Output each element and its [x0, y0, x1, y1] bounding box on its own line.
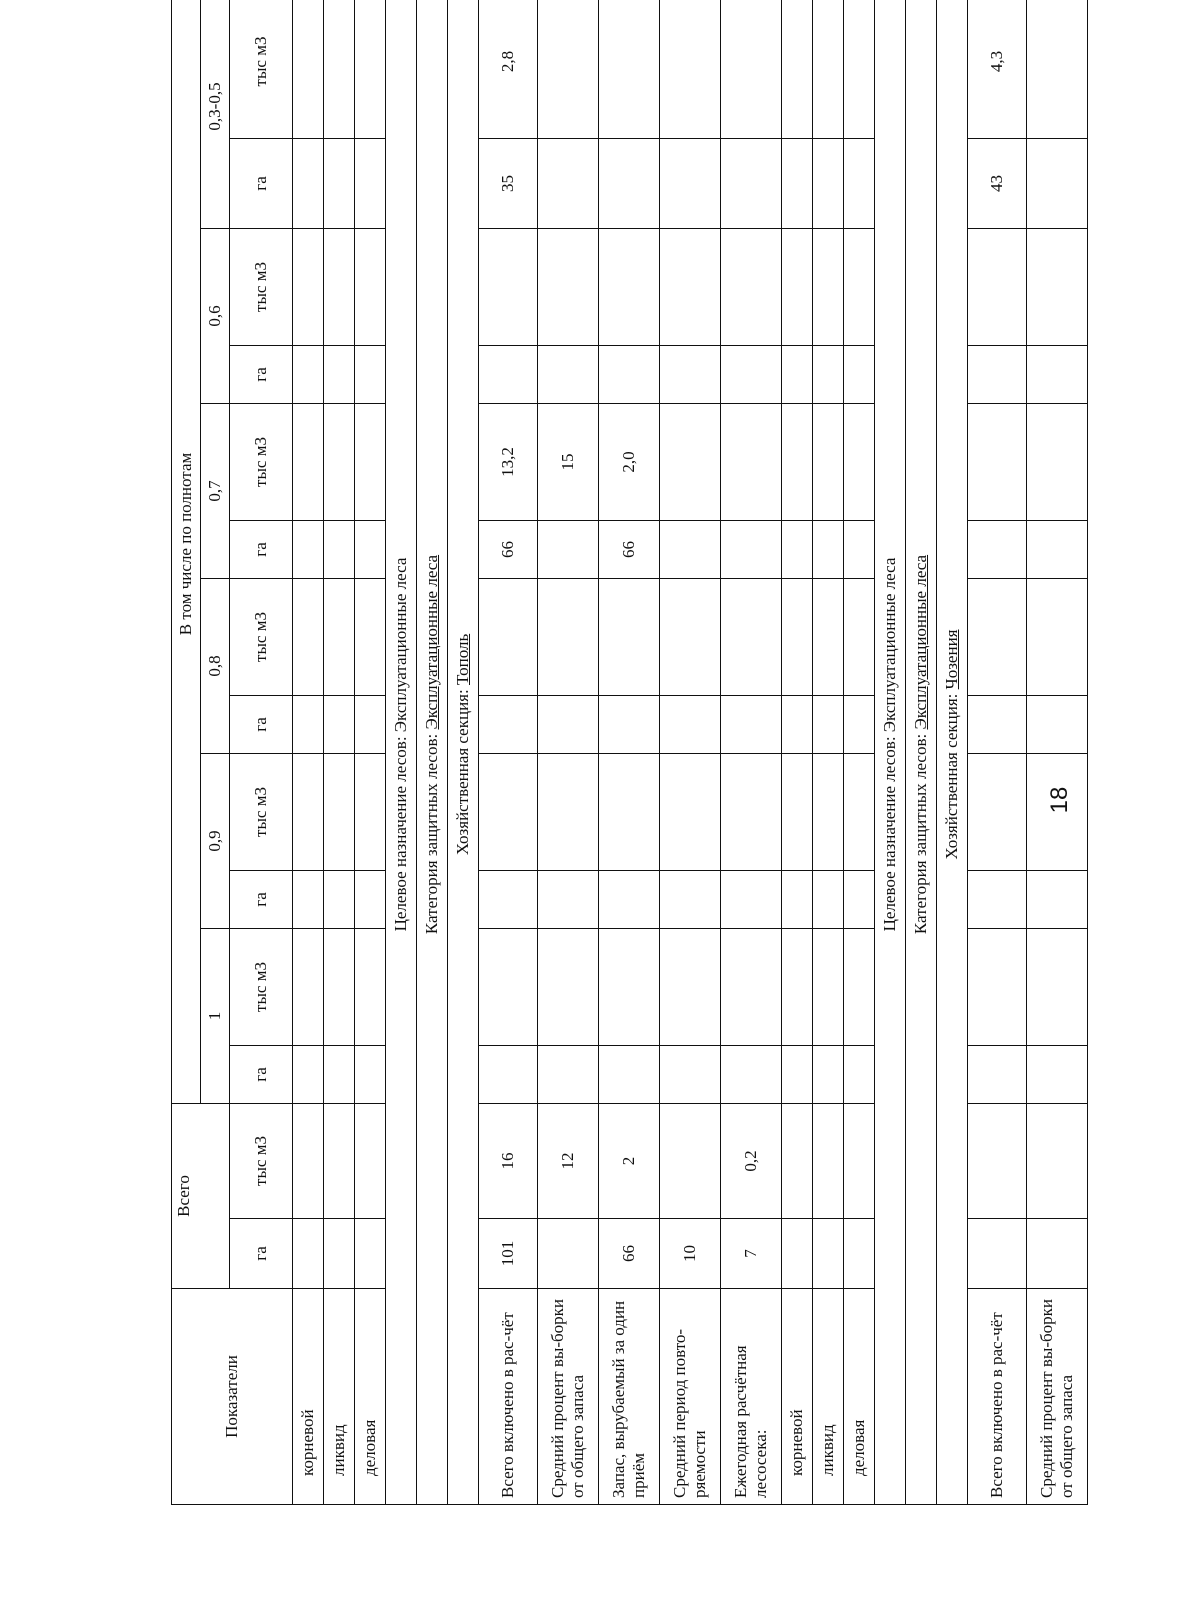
table-cell — [599, 754, 660, 871]
table-cell — [599, 696, 660, 754]
table-cell — [293, 229, 324, 346]
section-text: Целевое назначение лесов: — [391, 732, 411, 932]
table-cell — [968, 346, 1027, 404]
table-cell — [324, 754, 355, 871]
header-density-07: 0,7 — [201, 404, 230, 579]
table-cell — [324, 521, 355, 579]
table-cell: 2,0 — [599, 404, 660, 521]
table-cell — [721, 871, 782, 929]
table-cell — [324, 1046, 355, 1104]
row-label: Запас, вырубаемый за один приём — [599, 1289, 660, 1505]
table-cell — [844, 346, 875, 404]
table-cell — [324, 0, 355, 139]
unit-ha: га — [230, 1046, 293, 1104]
table-row — [479, 0, 538, 1505]
table-cell — [782, 871, 813, 929]
section-row — [386, 0, 417, 1505]
section1-category — [417, 0, 448, 1505]
table-cell — [599, 929, 660, 1046]
table-cell — [1027, 521, 1088, 579]
table-cell: 2 — [599, 1104, 660, 1219]
table-cell — [324, 929, 355, 1046]
table-cell — [479, 229, 538, 346]
table-cell — [813, 696, 844, 754]
unit-m3: тыс м3 — [230, 754, 293, 871]
table-cell — [324, 696, 355, 754]
table-cell: 4,3 — [968, 0, 1027, 139]
table-cell — [721, 754, 782, 871]
table-cell: 101 — [479, 1219, 538, 1289]
table-cell — [660, 1046, 721, 1104]
row-label: деловая — [844, 1289, 875, 1505]
table-cell — [293, 579, 324, 696]
table-cell — [324, 1219, 355, 1289]
table-cell — [721, 0, 782, 139]
table-cell — [355, 229, 386, 346]
header-density-06: 0,6 — [201, 229, 230, 404]
table-row — [782, 0, 813, 1505]
table-cell — [324, 871, 355, 929]
table-cell — [782, 1104, 813, 1219]
table-cell — [813, 1104, 844, 1219]
table-cell — [844, 754, 875, 871]
table-cell — [599, 1046, 660, 1104]
table-cell — [538, 871, 599, 929]
section-text: Эксплуатационные леса — [422, 554, 442, 730]
table-cell — [324, 404, 355, 521]
table-cell — [813, 346, 844, 404]
table-cell — [660, 0, 721, 139]
unit-m3: тыс м3 — [230, 404, 293, 521]
table-cell — [324, 579, 355, 696]
unit-m3: тыс м3 — [230, 1104, 293, 1219]
forest-calculation-table — [171, 0, 1088, 1505]
section1-purpose — [386, 0, 417, 1505]
table-cell — [293, 929, 324, 1046]
table-cell — [660, 404, 721, 521]
table-cell — [538, 346, 599, 404]
table-cell — [355, 0, 386, 139]
table-cell — [599, 139, 660, 229]
section-text: Чозения — [942, 629, 962, 690]
table-cell — [355, 1219, 386, 1289]
table-cell — [813, 229, 844, 346]
table-cell — [1027, 871, 1088, 929]
table-cell — [813, 521, 844, 579]
table-cell — [660, 696, 721, 754]
section-row — [937, 0, 968, 1505]
row-label: ликвид — [324, 1289, 355, 1505]
table-cell — [324, 139, 355, 229]
table-cell — [968, 521, 1027, 579]
unit-m3: тыс м3 — [230, 0, 293, 139]
table-cell — [721, 139, 782, 229]
table-cell — [660, 1104, 721, 1219]
table-cell — [538, 754, 599, 871]
unit-ha: га — [230, 696, 293, 754]
table-cell — [844, 1219, 875, 1289]
table-cell — [660, 579, 721, 696]
table-cell — [538, 579, 599, 696]
table-cell: 12 — [538, 1104, 599, 1219]
row-label: Всего включено в рас-чёт — [479, 1289, 538, 1505]
table-cell — [968, 929, 1027, 1046]
table-cell — [479, 346, 538, 404]
table-cell — [1027, 0, 1088, 139]
table-cell — [782, 929, 813, 1046]
table-cell — [721, 229, 782, 346]
table-cell: 66 — [599, 521, 660, 579]
table-cell — [538, 1046, 599, 1104]
table-cell — [479, 871, 538, 929]
table-cell — [968, 404, 1027, 521]
unit-ha: га — [230, 871, 293, 929]
table-cell — [813, 404, 844, 521]
table-cell: 43 — [968, 139, 1027, 229]
section-text: Эксплуатационные леса — [391, 557, 411, 733]
row-label: Средний процент вы-борки от общего запаса — [1027, 1289, 1088, 1505]
table-cell: 35 — [479, 139, 538, 229]
row-label: деловая — [355, 1289, 386, 1505]
section2-category — [906, 0, 937, 1505]
table-cell — [538, 139, 599, 229]
header-density-1: 1 — [201, 929, 230, 1104]
table-cell — [355, 579, 386, 696]
table-cell — [355, 929, 386, 1046]
table-cell — [968, 696, 1027, 754]
table-cell: 0,2 — [721, 1104, 782, 1219]
table-cell — [599, 229, 660, 346]
table-cell — [721, 346, 782, 404]
unit-m3: тыс м3 — [230, 579, 293, 696]
table-cell — [479, 754, 538, 871]
table-cell — [660, 521, 721, 579]
table-cell — [293, 754, 324, 871]
header-indicators: Показатели — [172, 1289, 293, 1505]
table-cell — [1027, 1104, 1088, 1219]
row-label: Средний период повто-ряемости — [660, 1289, 721, 1505]
row-label: Всего включено в рас-чёт — [968, 1289, 1027, 1505]
table-cell: 13,2 — [479, 404, 538, 521]
row-label: ликвид — [813, 1289, 844, 1505]
section-row — [906, 0, 937, 1505]
table-cell — [1027, 1219, 1088, 1289]
table-cell — [782, 0, 813, 139]
table-row — [721, 0, 782, 1505]
table-cell: 7 — [721, 1219, 782, 1289]
table-row — [813, 0, 844, 1505]
table-cell — [813, 1046, 844, 1104]
table-cell — [660, 139, 721, 229]
table-cell — [355, 346, 386, 404]
table-cell — [293, 871, 324, 929]
table-cell — [599, 0, 660, 139]
table-cell — [538, 696, 599, 754]
table-cell — [844, 1104, 875, 1219]
section-text: Хозяйственная секция: — [942, 689, 962, 860]
section-text: Эксплуатационные леса — [880, 557, 900, 733]
table-cell — [813, 754, 844, 871]
unit-m3: тыс м3 — [230, 229, 293, 346]
table-cell — [660, 229, 721, 346]
table-cell — [782, 404, 813, 521]
table-cell — [293, 1104, 324, 1219]
table-cell — [844, 579, 875, 696]
table-row — [324, 0, 355, 1505]
table-cell — [479, 696, 538, 754]
unit-ha: га — [230, 139, 293, 229]
table-cell — [660, 754, 721, 871]
table-cell — [721, 696, 782, 754]
table-cell — [968, 1046, 1027, 1104]
table-cell — [813, 579, 844, 696]
table-cell — [1027, 346, 1088, 404]
table-cell — [479, 579, 538, 696]
table-cell — [599, 579, 660, 696]
table-cell — [1027, 1046, 1088, 1104]
table-cell — [782, 521, 813, 579]
table-cell — [660, 871, 721, 929]
table-cell — [1027, 139, 1088, 229]
table-cell — [293, 521, 324, 579]
table-cell — [324, 346, 355, 404]
table-cell: 16 — [479, 1104, 538, 1219]
table-cell — [968, 1219, 1027, 1289]
table-cell — [355, 404, 386, 521]
table-cell — [782, 346, 813, 404]
unit-m3: тыс м3 — [230, 929, 293, 1046]
table-cell — [844, 521, 875, 579]
table-cell — [721, 929, 782, 1046]
table-cell — [782, 139, 813, 229]
header-density-08: 0,8 — [201, 579, 230, 754]
table-cell — [968, 229, 1027, 346]
table-cell — [1027, 696, 1088, 754]
table-cell — [721, 579, 782, 696]
table-cell: 2,8 — [479, 0, 538, 139]
page-number: 18 — [1046, 786, 1073, 814]
table-cell — [782, 754, 813, 871]
table-cell — [813, 929, 844, 1046]
table-cell — [813, 0, 844, 139]
table-cell — [721, 521, 782, 579]
section-text: Категория защитных лесов: — [911, 729, 931, 935]
section-text: Категория защитных лесов: — [422, 729, 442, 935]
table-cell: 10 — [660, 1219, 721, 1289]
section-row — [875, 0, 906, 1505]
table-cell — [538, 929, 599, 1046]
section-text: Хозяйственная секция: — [453, 685, 473, 856]
header-row-units — [230, 0, 293, 1505]
table-cell — [324, 229, 355, 346]
table-cell — [479, 1046, 538, 1104]
table-cell — [479, 929, 538, 1046]
table-cell — [968, 1104, 1027, 1219]
table-cell — [782, 1046, 813, 1104]
table-cell — [968, 754, 1027, 871]
table-cell — [844, 1046, 875, 1104]
table-cell — [355, 754, 386, 871]
table-cell — [599, 346, 660, 404]
table-cell: 15 — [538, 404, 599, 521]
table-cell — [660, 929, 721, 1046]
section-row — [417, 0, 448, 1505]
table-cell — [813, 1219, 844, 1289]
table-cell — [721, 1046, 782, 1104]
header-total: Всего — [172, 1104, 230, 1289]
table-cell — [721, 404, 782, 521]
section2-sector — [937, 0, 968, 1505]
unit-ha: га — [230, 346, 293, 404]
section-text: Эксплуатационные леса — [911, 554, 931, 730]
table-cell — [538, 1219, 599, 1289]
section-text: Тополь — [453, 633, 473, 686]
table-cell — [355, 1046, 386, 1104]
table-row — [538, 0, 599, 1505]
table-cell — [968, 579, 1027, 696]
table-cell — [538, 521, 599, 579]
table-row — [355, 0, 386, 1505]
unit-ha: га — [230, 521, 293, 579]
header-density-09: 0,9 — [201, 754, 230, 929]
table-cell: 66 — [599, 1219, 660, 1289]
table-cell — [293, 404, 324, 521]
table-cell — [1027, 404, 1088, 521]
row-label: Средний процент вы-борки от общего запаса — [538, 1289, 599, 1505]
table-row — [1027, 0, 1088, 1505]
table-cell — [844, 929, 875, 1046]
table-row — [844, 0, 875, 1505]
table-cell — [1027, 929, 1088, 1046]
table-cell — [355, 1104, 386, 1219]
table-cell — [782, 696, 813, 754]
unit-ha: га — [230, 1219, 293, 1289]
table-cell — [813, 139, 844, 229]
table-cell — [293, 0, 324, 139]
table-cell — [844, 229, 875, 346]
table-cell — [782, 579, 813, 696]
table-cell: 66 — [479, 521, 538, 579]
table-cell — [813, 871, 844, 929]
table-row — [660, 0, 721, 1505]
table-cell — [782, 229, 813, 346]
table-cell — [355, 139, 386, 229]
table-cell — [844, 404, 875, 521]
table-cell — [293, 696, 324, 754]
header-row-group — [172, 0, 201, 1505]
table-cell — [355, 521, 386, 579]
header-by-density: В том числе по полнотам — [172, 0, 201, 1104]
table-cell — [660, 346, 721, 404]
table-row — [293, 0, 324, 1505]
table-cell — [538, 0, 599, 139]
table-cell — [293, 139, 324, 229]
header-density-03-05: 0,3-0,5 — [201, 0, 230, 229]
table-cell — [293, 1046, 324, 1104]
table-cell — [1027, 229, 1088, 346]
table-cell — [355, 871, 386, 929]
table-cell — [599, 871, 660, 929]
table-row — [599, 0, 660, 1505]
table-cell — [844, 696, 875, 754]
table-cell — [538, 229, 599, 346]
table-cell — [355, 696, 386, 754]
table-cell — [782, 1219, 813, 1289]
table-cell — [844, 871, 875, 929]
row-label: Ежегодная расчётная лесосека: — [721, 1289, 782, 1505]
row-label: корневой — [782, 1289, 813, 1505]
table-cell — [844, 0, 875, 139]
section-row — [448, 0, 479, 1505]
table-cell — [844, 139, 875, 229]
table-cell — [293, 346, 324, 404]
section-text: Целевое назначение лесов: — [880, 732, 900, 932]
section2-purpose — [875, 0, 906, 1505]
row-label: корневой — [293, 1289, 324, 1505]
table-cell — [968, 871, 1027, 929]
section1-sector — [448, 0, 479, 1505]
table-cell — [293, 1219, 324, 1289]
table-cell — [1027, 579, 1088, 696]
table-row — [968, 0, 1027, 1505]
table-cell — [324, 1104, 355, 1219]
